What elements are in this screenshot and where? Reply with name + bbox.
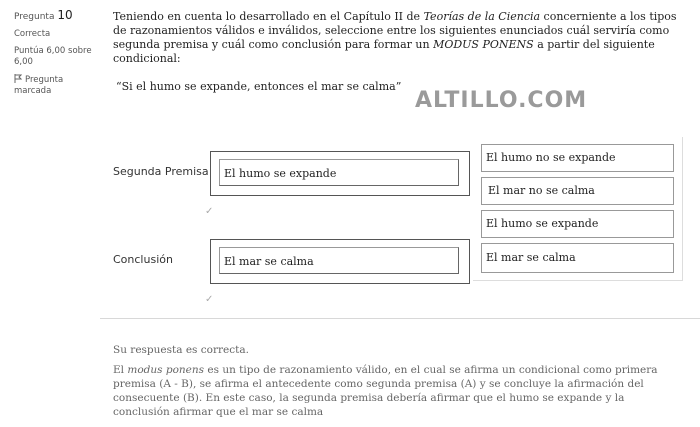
second-premise-label: Segunda Premisa [113, 165, 209, 178]
second-premise-dropzone[interactable] [210, 151, 470, 196]
feedback-result: Su respuesta es correcta. [113, 344, 249, 356]
divider [100, 318, 700, 319]
conditional-statement: “Si el humo se expande, entonces el mar se calma” [116, 80, 402, 93]
option-item[interactable]: El mar no se calma [481, 177, 674, 205]
question-score: Puntúa 6,00 sobre 6,00 [14, 46, 92, 67]
flag-icon[interactable] [14, 74, 22, 83]
question-text: Teniendo en cuenta lo desarrollado en el Capítulo II de Teorías de la Ciencia concerniente a los tipos de razonamientos válidos e inválidos, seleccione entre los siguientes enunciados cuál serviría como segunda premisa y cuál como conclusión para formar un MODUS PONENS a partir del siguiente condicional: [113, 10, 677, 65]
conclusion-dropzone[interactable] [210, 239, 470, 284]
question-info [14, 10, 96, 97]
question-status: Correcta [14, 29, 51, 39]
watermark: ALTILLO.COM [415, 88, 588, 113]
conclusion-label: Conclusión [113, 253, 173, 266]
option-item[interactable]: El humo se expande [481, 210, 674, 238]
feedback [113, 343, 683, 419]
second-premise-answer[interactable]: El humo se expande [219, 159, 459, 186]
flag-question[interactable]: Pregunta marcada [14, 75, 64, 96]
option-item[interactable]: El mar se calma [481, 243, 674, 273]
check-icon: ✓ [205, 294, 214, 305]
option-item[interactable]: El humo no se expande [481, 144, 674, 172]
check-icon: ✓ [205, 206, 214, 217]
conclusion-answer[interactable]: El mar se calma [219, 247, 459, 274]
question-number: Pregunta 10 [14, 8, 73, 22]
feedback-explanation: El modus ponens es un tipo de razonamiento válido, en el cual se afirma un condicional como primera premisa (A - B), se afirma el antecedente como segunda premisa (A) y se concluye la afirmación del consecuente (B). En este caso, la segunda premisa debería afirmar que el humo se expande y la conclusión afirmar que el mar se calma [113, 364, 658, 418]
